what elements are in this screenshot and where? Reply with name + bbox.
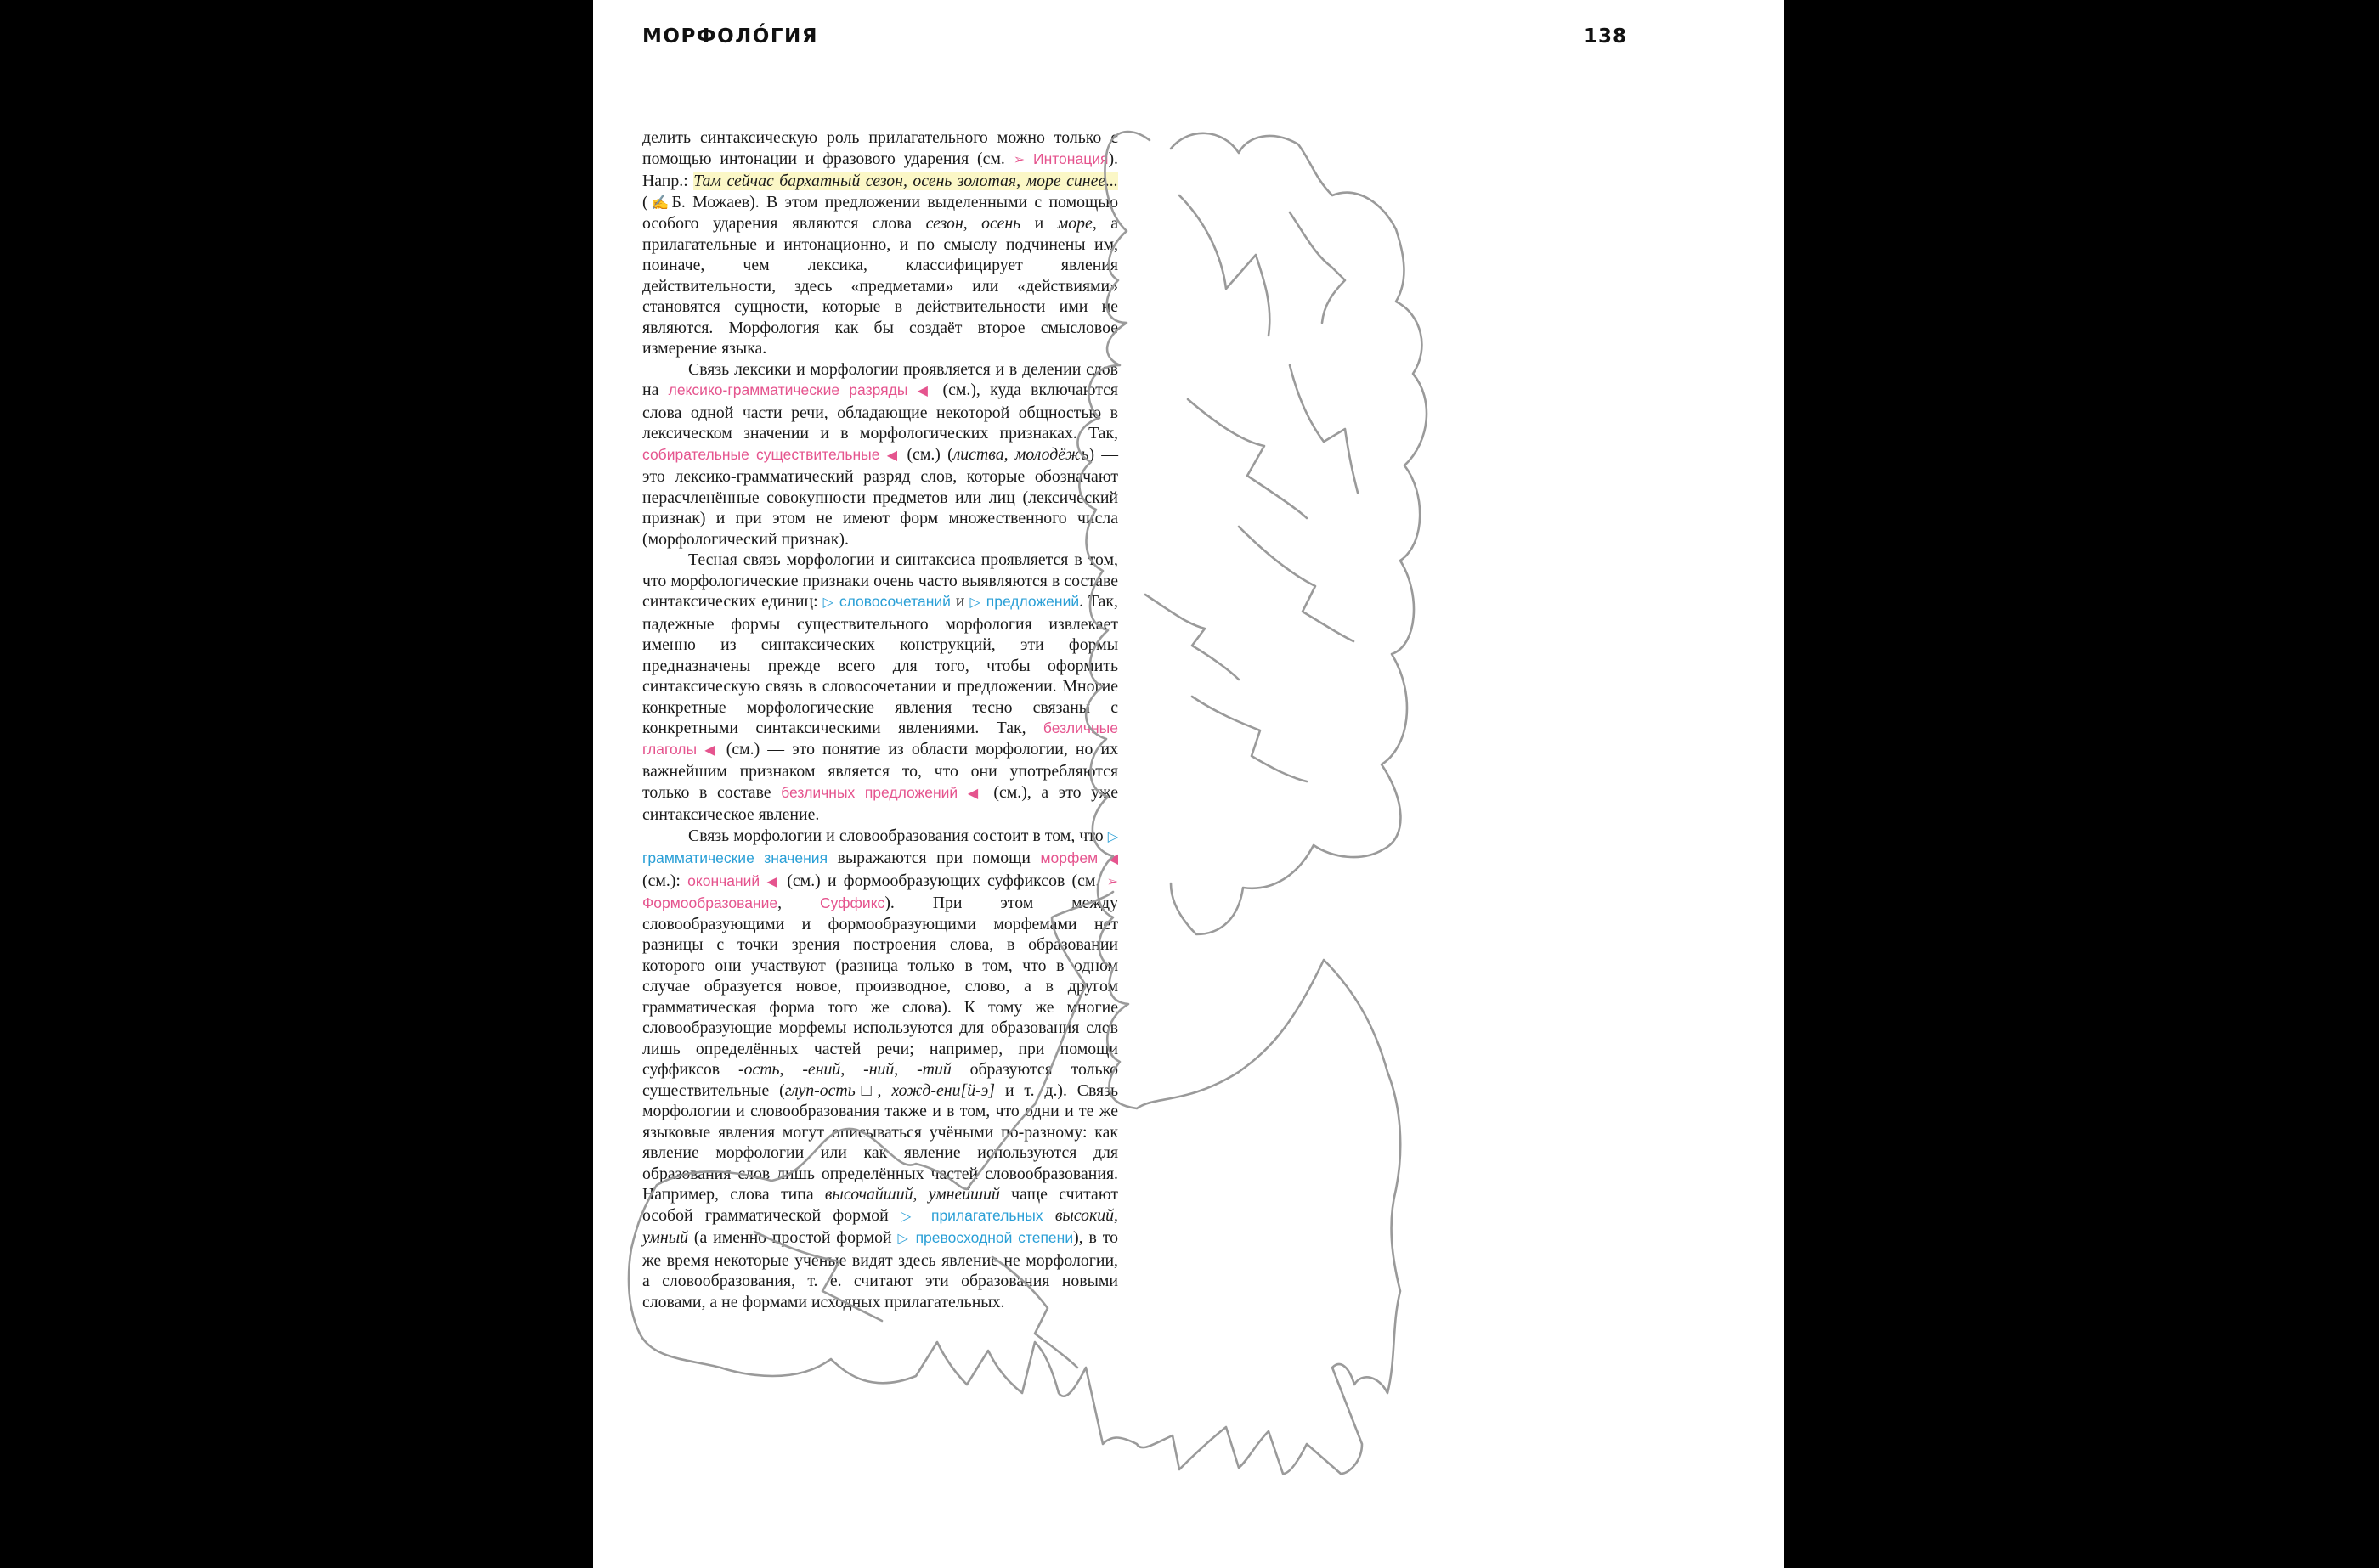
text-run: Тесная связь морфологии и синтаксиса проявляется в том, что морфологические признаки очень часто выявляются в составе синтаксических единиц: (642, 550, 1118, 611)
link-endings[interactable]: окончаний (687, 871, 760, 889)
null-ending-icon: □ (855, 1080, 878, 1100)
text-run: (см.) — это понятие из области морфологии, но их важнейшим признаком является то, что они употребляются только в составе (642, 739, 1118, 802)
example-word: сезон (925, 214, 963, 233)
example-word: глуп-ость (784, 1080, 856, 1100)
text-run: ) — это лексико-грамматический разряд слов, которые обозначают нерасчленённые совокупности предметов или лиц (лексический признак) и при этом не имеют форм множественного числа (морфологический признак). (642, 444, 1118, 549)
right-triangle-outline-icon: ▷ (822, 595, 834, 610)
link-adjectives[interactable]: прилагательных (930, 1206, 1043, 1224)
left-triangle-marker-icon: ◀ (886, 448, 901, 463)
illustration-inner-stroke (1179, 195, 1269, 336)
text-run (1043, 1206, 1055, 1225)
text-run: ). Напр.: (642, 149, 1119, 190)
text-run: Связь морфологии и словообразования состоит в том, что (688, 826, 1108, 845)
quill-arrow-icon: ➢ (1013, 152, 1026, 167)
paragraph-3 (642, 550, 1118, 826)
link-lexical-grammatical-classes[interactable]: лексико-грамматические разряды (668, 381, 908, 398)
example-word: море (1057, 214, 1093, 233)
quill-arrow-icon: ➢ (1106, 874, 1119, 889)
section-title: МОРФОЛО́ГИЯ (642, 25, 818, 48)
illustration-inner-stroke (1192, 697, 1307, 781)
quill-pen-icon: ✍ (647, 194, 672, 211)
text-run: (а именно простой формой (688, 1228, 898, 1247)
text-run: образуются только существительные ( (642, 1060, 1119, 1100)
suffix-example: -ость (738, 1060, 780, 1079)
left-triangle-marker-icon: ◀ (766, 874, 781, 889)
text-run: , (894, 1060, 918, 1079)
text-run: ), в то же время некоторые учёные видят здесь явление не морфологии, а словообразования, т. е. считают эти образования новыми словами, а не формами исходных прилагательных. (642, 1228, 1118, 1311)
text-run: и (950, 592, 970, 611)
left-triangle-marker-icon: ◀ (1107, 852, 1118, 866)
example-words: листва, молодёжь (952, 444, 1089, 464)
left-triangle-marker-icon: ◀ (917, 384, 934, 398)
link-collective-nouns[interactable]: собирательные существительные (642, 445, 880, 463)
text-run: ). При этом между словообразующими и формообразующими морфемами нет разницы с точки зрения построения слова, в образовании которого они участвуют (разница только в том, что в одном случае образуется новое, производное, слово, а в другом грамматическая форма того же слова). К тому же многие словообразующие морфемы используются для образования слов лишь определённых частей речи; например, при помощи суффиксов (642, 894, 1118, 1079)
right-triangle-outline-icon: ▷ (1107, 829, 1118, 844)
text-run: , (963, 214, 982, 233)
text-run: (см.), а это уже синтаксическое явление. (642, 782, 1118, 824)
example-word: осень (981, 214, 1021, 233)
illustration-inner-stroke (1239, 527, 1353, 641)
suffix-example: -ений (802, 1060, 841, 1079)
text-run: ). В этом предложении выделенными с помощью особого ударения являются слова (642, 192, 1119, 233)
text-run: делить синтаксическую роль прилагательного можно только с помощью интонации и фразового ударения (см. (642, 128, 1118, 168)
illustration-inner-stroke (1290, 365, 1358, 493)
link-grammatical-meanings[interactable]: грамматические значения (642, 849, 828, 866)
suffix-example: -ний (863, 1060, 895, 1079)
author-name: Б. Можаев (671, 192, 750, 212)
link-sentences[interactable]: предложений (986, 593, 1080, 610)
example-words: высокий, умный (642, 1205, 1118, 1247)
link-intonation[interactable]: Интонация (1033, 149, 1109, 167)
example-word: хожд-ени (891, 1080, 961, 1100)
book-page (593, 0, 1784, 1568)
text-run: , (840, 1060, 864, 1079)
paragraph-4 (642, 826, 1118, 1313)
text-run: (см.) и формообразующих суффиксов (см. (780, 871, 1107, 890)
text-run: , (877, 1080, 892, 1100)
link-word-combinations[interactable]: словосочетаний (839, 593, 951, 610)
link-morphemes[interactable]: морфем (1040, 849, 1099, 866)
left-triangle-marker-icon: ◀ (704, 742, 719, 758)
left-triangle-marker-icon: ◀ (967, 786, 984, 801)
text-run: Связь лексики и морфологии проявляется и в делении слов на (642, 359, 1118, 399)
text-run: , (779, 1060, 803, 1079)
text-run: (см.), куда включаются слова одной части речи, обладающие некоторой общностью в лексическом значении и в морфологических признаках. Так, (642, 381, 1119, 443)
article-text (642, 127, 1118, 1312)
suffix-example: -тий (917, 1060, 952, 1079)
highlighted-example: Там сейчас бархатный сезон, осень золотая, море синее... (693, 172, 1118, 190)
text-run: чаще считают особой грамматической формой (642, 1185, 1118, 1225)
illustration-inner-stroke (1145, 595, 1239, 680)
text-run: ( (642, 192, 648, 212)
text-run: и т. д.). Связь морфологии и словообразования также и в том, что одни и те же языковые явления могут описываться учёными по-разному: как явление морфологии или как явление используются для образования слов лишь определённых частей словообразования. Например, слова типа (642, 1080, 1118, 1204)
text-run: . Так, падежные формы существительного морфология извлекает именно из синтаксических конструкций, эти формы предназначены прежде всего для того, чтобы оформить синтаксическую связь в словосочетании и предложении. Многие конкретные морфологические явления тесно связаны с конкретными синтаксическими явлениями. Так, (642, 592, 1118, 737)
example-words: высочайший, умнейший (824, 1185, 1000, 1204)
illustration-inner-stroke (1188, 399, 1307, 518)
paragraph-2 (642, 359, 1118, 550)
right-triangle-outline-icon: ▷ (901, 1209, 919, 1224)
text-run: (см.) ( (900, 444, 953, 464)
text-run: и (1020, 214, 1058, 233)
illustration-inner-stroke (1290, 212, 1345, 323)
right-triangle-outline-icon: ▷ (897, 1232, 910, 1246)
text-run: выражаются при помощи (828, 849, 1041, 867)
link-form-building[interactable]: Формообразование (642, 894, 778, 911)
link-superlative-degree[interactable]: превосходной степени (915, 1229, 1074, 1246)
paragraph-1 (642, 127, 1118, 359)
text-run: (см.): (642, 871, 688, 890)
ending-transcription: [й-э] (960, 1080, 996, 1100)
link-impersonal-sentences[interactable]: безличных предложений (781, 783, 958, 801)
link-suffix[interactable]: Суффикс (819, 894, 885, 911)
text-run: , а прилагательные и интонационно, и по смыслу подчинены им, поиначе, чем лексика, классифицирует явления действительности, здесь «предметами» или «действиями» становятся сущности, которые в действительности ими не являются. Морфология как бы создаёт второе смысловое измерение языка. (642, 214, 1119, 358)
text-run: , (777, 894, 820, 912)
link-impersonal-verbs[interactable]: безличные глаголы (642, 719, 1118, 758)
illustration-outline-top (1171, 133, 1427, 934)
page-number: 138 (1584, 25, 1628, 48)
right-triangle-outline-icon: ▷ (969, 595, 981, 610)
